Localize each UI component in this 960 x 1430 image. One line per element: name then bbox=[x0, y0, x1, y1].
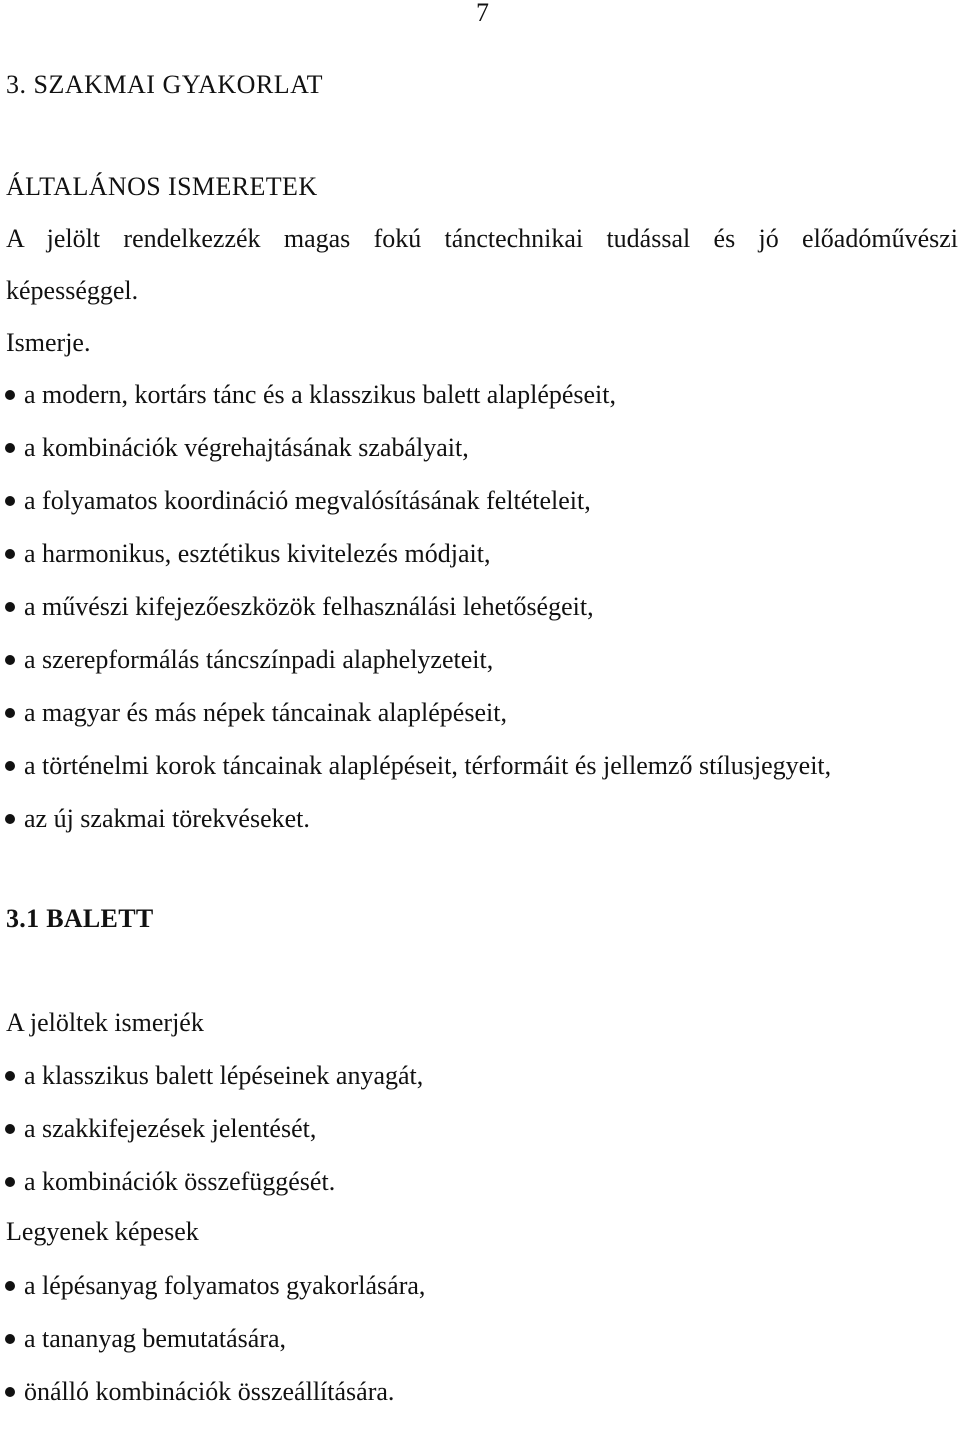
knowledge-lead-text: A jelöltek ismerjék bbox=[6, 1008, 204, 1037]
bullet-icon bbox=[5, 496, 15, 506]
bullet-icon bbox=[5, 1071, 15, 1081]
skills-lead-text: Legyenek képesek bbox=[6, 1217, 199, 1246]
bullet-icon bbox=[5, 1387, 15, 1397]
intro-paragraph-line2: képességgel. bbox=[6, 276, 139, 305]
intro-paragraph-line1: A jelölt rendelkezzék magas fokú tánctechnikai tudással és jó előadóművészi bbox=[6, 224, 958, 253]
bullet-icon bbox=[5, 761, 15, 771]
chapter-title: 3. SZAKMAI GYAKORLAT bbox=[6, 70, 323, 99]
list-item-text: a szakkifejezések jelentését, bbox=[24, 1114, 317, 1143]
list-item-text: az új szakmai törekvéseket. bbox=[24, 804, 310, 833]
list-item-text: a klasszikus balett lépéseinek anyagát, bbox=[24, 1061, 424, 1090]
ismerje-label: Ismerje. bbox=[6, 328, 91, 357]
list-item-text: a lépésanyag folyamatos gyakorlására, bbox=[24, 1271, 426, 1300]
list-item-text: a kombinációk összefüggését. bbox=[24, 1167, 336, 1196]
bullet-icon bbox=[5, 814, 15, 824]
list-item-text: a magyar és más népek táncainak alaplépéseit, bbox=[24, 698, 507, 727]
bullet-icon bbox=[5, 1124, 15, 1134]
list-item-text: a harmonikus, esztétikus kivitelezés módjait, bbox=[24, 539, 491, 568]
list-item-text: a tananyag bemutatására, bbox=[24, 1324, 287, 1353]
bullet-icon bbox=[5, 1177, 15, 1187]
page-number: 7 bbox=[476, 0, 489, 27]
list-item-text: a kombinációk végrehajtásának szabályait, bbox=[24, 433, 469, 462]
list-item-text: a történelmi korok táncainak alaplépéseit, térformáit és jellemző stílusjegyeit, bbox=[24, 751, 832, 780]
bullet-icon bbox=[5, 708, 15, 718]
bullet-icon bbox=[5, 1334, 15, 1344]
list-item-text: a folyamatos koordináció megvalósításának feltételeit, bbox=[24, 486, 591, 515]
subsection-title: 3.1 BALETT bbox=[6, 904, 154, 933]
list-item-text: a szerepformálás táncszínpadi alaphelyzeteit, bbox=[24, 645, 494, 674]
list-item-text: a művészi kifejezőeszközök felhasználási lehetőségeit, bbox=[24, 592, 594, 621]
bullet-icon bbox=[5, 655, 15, 665]
list-item-text: a modern, kortárs tánc és a klasszikus balett alaplépéseit, bbox=[24, 380, 617, 409]
section-title: ÁLTALÁNOS ISMERETEK bbox=[6, 172, 318, 201]
list-item-text: önálló kombinációk összeállítására. bbox=[24, 1377, 395, 1406]
bullet-icon bbox=[5, 549, 15, 559]
bullet-icon bbox=[5, 443, 15, 453]
bullet-icon bbox=[5, 602, 15, 612]
bullet-icon bbox=[5, 1281, 15, 1291]
bullet-icon bbox=[5, 390, 15, 400]
